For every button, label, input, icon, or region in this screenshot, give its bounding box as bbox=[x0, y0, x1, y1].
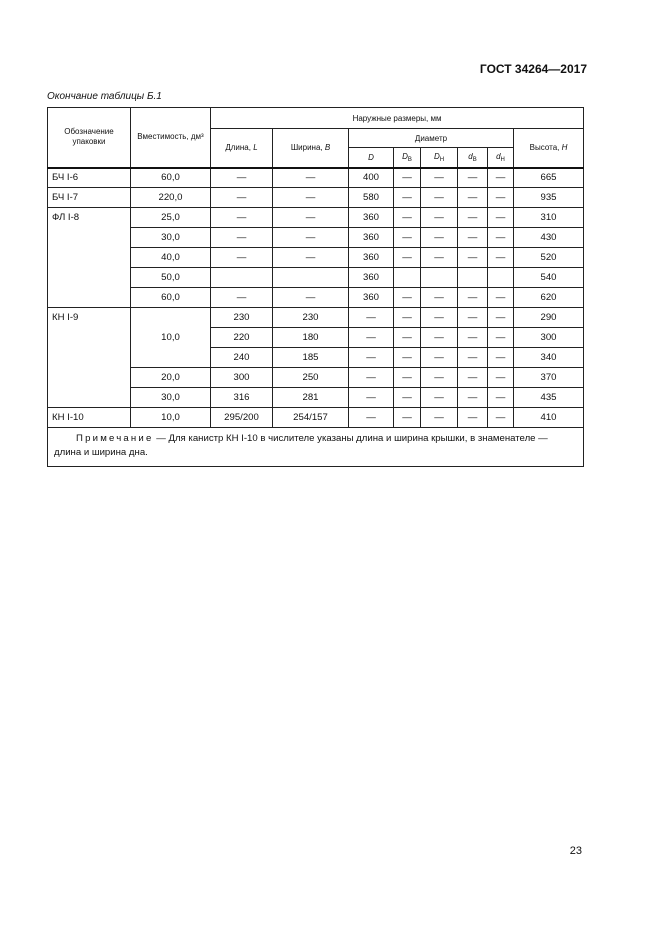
cell-height: 540 bbox=[514, 268, 584, 288]
cell-designation: ФЛ I-8 bbox=[48, 208, 131, 308]
cell-height: 520 bbox=[514, 248, 584, 268]
cell-small-d-n: — bbox=[488, 348, 514, 368]
cell-d-v: — bbox=[394, 408, 421, 428]
cell-d-v: — bbox=[394, 288, 421, 308]
cell-length: 316 bbox=[211, 388, 273, 408]
cell-width: 250 bbox=[273, 368, 349, 388]
table-note bbox=[48, 428, 584, 467]
cell-d-v: — bbox=[394, 328, 421, 348]
header-designation: Обозначение упаковки bbox=[48, 108, 131, 168]
cell-length: — bbox=[211, 288, 273, 308]
cell-length: — bbox=[211, 188, 273, 208]
dimensions-table bbox=[47, 107, 584, 467]
header-d-v: $D_В$ bbox=[394, 148, 421, 168]
table-row bbox=[48, 408, 584, 428]
cell-capacity: 30,0 bbox=[131, 228, 211, 248]
cell-height: 435 bbox=[514, 388, 584, 408]
cell-small-d-n: — bbox=[488, 208, 514, 228]
cell-width: 230 bbox=[273, 308, 349, 328]
cell-width: — bbox=[273, 188, 349, 208]
header-width: Ширина, B bbox=[273, 129, 349, 168]
cell-d-n: — bbox=[421, 248, 458, 268]
cell-length: — bbox=[211, 208, 273, 228]
cell-small-d-n: — bbox=[488, 388, 514, 408]
cell-d-v: — bbox=[394, 368, 421, 388]
cell-d-v: — bbox=[394, 248, 421, 268]
cell-width: — bbox=[273, 208, 349, 228]
cell-height: 300 bbox=[514, 328, 584, 348]
cell-d: 360 bbox=[349, 248, 394, 268]
page-number: 23 bbox=[569, 845, 582, 857]
cell-width: 185 bbox=[273, 348, 349, 368]
cell-width: — bbox=[273, 228, 349, 248]
header-diameter: Диаметр bbox=[349, 129, 514, 148]
cell-small-d-v: — bbox=[458, 328, 488, 348]
cell-small-d-v: — bbox=[458, 408, 488, 428]
cell-d-v: — bbox=[394, 388, 421, 408]
cell-capacity: 25,0 bbox=[131, 208, 211, 228]
cell-length: — bbox=[211, 228, 273, 248]
cell-length: 300 bbox=[211, 368, 273, 388]
cell-height: 290 bbox=[514, 308, 584, 328]
cell-small-d-v: — bbox=[458, 188, 488, 208]
cell-small-d-n: — bbox=[488, 188, 514, 208]
cell-d-n: — bbox=[421, 228, 458, 248]
cell-small-d-n: — bbox=[488, 328, 514, 348]
document-code: ГОСТ 34264—2017 bbox=[479, 62, 587, 76]
cell-designation: КН I-10 bbox=[48, 408, 131, 428]
table-row bbox=[48, 208, 584, 228]
cell-small-d-n: — bbox=[488, 168, 514, 188]
cell-d-v: — bbox=[394, 208, 421, 228]
cell-d-n: — bbox=[421, 308, 458, 328]
cell-d-n: — bbox=[421, 348, 458, 368]
cell-capacity: 60,0 bbox=[131, 288, 211, 308]
header-d: D bbox=[349, 148, 394, 168]
cell-height: 370 bbox=[514, 368, 584, 388]
table-row bbox=[48, 168, 584, 188]
cell-d: 580 bbox=[349, 188, 394, 208]
cell-d: 360 bbox=[349, 228, 394, 248]
cell-d: — bbox=[349, 368, 394, 388]
cell-length: — bbox=[211, 168, 273, 188]
cell-d-v: — bbox=[394, 188, 421, 208]
cell-d-n bbox=[421, 268, 458, 288]
cell-capacity: 20,0 bbox=[131, 368, 211, 388]
table-caption: Окончание таблицы Б.1 bbox=[47, 91, 162, 102]
cell-d: — bbox=[349, 328, 394, 348]
cell-d-v bbox=[394, 268, 421, 288]
cell-d-n: — bbox=[421, 188, 458, 208]
cell-small-d-n: — bbox=[488, 368, 514, 388]
cell-height: 340 bbox=[514, 348, 584, 368]
cell-designation: БЧ I-6 bbox=[48, 168, 131, 188]
cell-d: — bbox=[349, 308, 394, 328]
cell-capacity: 40,0 bbox=[131, 248, 211, 268]
cell-small-d-v: — bbox=[458, 228, 488, 248]
cell-height: 310 bbox=[514, 208, 584, 228]
header-height: Высота, H bbox=[514, 129, 584, 168]
cell-width: — bbox=[273, 168, 349, 188]
cell-small-d-n: — bbox=[488, 408, 514, 428]
cell-d-n: — bbox=[421, 288, 458, 308]
cell-small-d-v: — bbox=[458, 308, 488, 328]
cell-width: — bbox=[273, 288, 349, 308]
cell-width bbox=[273, 268, 349, 288]
table-row bbox=[48, 308, 584, 328]
cell-length bbox=[211, 268, 273, 288]
cell-d: — bbox=[349, 348, 394, 368]
cell-d: 360 bbox=[349, 208, 394, 228]
cell-small-d-n: — bbox=[488, 308, 514, 328]
cell-height: 620 bbox=[514, 288, 584, 308]
cell-width: — bbox=[273, 248, 349, 268]
header-small-d-n: $d_Н$ bbox=[488, 148, 514, 168]
cell-d: 360 bbox=[349, 268, 394, 288]
cell-capacity: 50,0 bbox=[131, 268, 211, 288]
cell-d-n: — bbox=[421, 368, 458, 388]
cell-small-d-v: — bbox=[458, 208, 488, 228]
header-capacity: Вместимость, дм³ bbox=[131, 108, 211, 168]
cell-width: 281 bbox=[273, 388, 349, 408]
cell-small-d-v: — bbox=[458, 388, 488, 408]
table-note-row bbox=[48, 428, 584, 467]
cell-small-d-v: — bbox=[458, 248, 488, 268]
note-label: Примечание bbox=[76, 433, 154, 444]
header-outer-sizes: Наружные размеры, мм bbox=[211, 108, 584, 129]
cell-d-v: — bbox=[394, 308, 421, 328]
cell-d-n: — bbox=[421, 388, 458, 408]
cell-width: 254/157 bbox=[273, 408, 349, 428]
cell-capacity: 10,0 bbox=[131, 308, 211, 368]
cell-d-v: — bbox=[394, 348, 421, 368]
cell-small-d-n bbox=[488, 268, 514, 288]
cell-length: 240 bbox=[211, 348, 273, 368]
cell-length: — bbox=[211, 248, 273, 268]
cell-small-d-v: — bbox=[458, 348, 488, 368]
cell-small-d-v bbox=[458, 268, 488, 288]
cell-d: 360 bbox=[349, 288, 394, 308]
cell-d-n: — bbox=[421, 408, 458, 428]
cell-capacity: 220,0 bbox=[131, 188, 211, 208]
cell-small-d-v: — bbox=[458, 288, 488, 308]
cell-height: 430 bbox=[514, 228, 584, 248]
header-small-d-v: $d_В$ bbox=[458, 148, 488, 168]
note-text: — Для канистр КН I-10 в числителе указаны длина и ширина крышки, в знаменателе — длина и ширина дна. bbox=[54, 433, 548, 458]
cell-length: 220 bbox=[211, 328, 273, 348]
cell-capacity: 30,0 bbox=[131, 388, 211, 408]
cell-small-d-n: — bbox=[488, 248, 514, 268]
cell-width: 180 bbox=[273, 328, 349, 348]
cell-length: 295/200 bbox=[211, 408, 273, 428]
cell-d-v: — bbox=[394, 168, 421, 188]
cell-designation: БЧ I-7 bbox=[48, 188, 131, 208]
cell-height: 410 bbox=[514, 408, 584, 428]
cell-d: — bbox=[349, 388, 394, 408]
cell-small-d-n: — bbox=[488, 228, 514, 248]
cell-d: 400 bbox=[349, 168, 394, 188]
cell-d-n: — bbox=[421, 208, 458, 228]
table-row bbox=[48, 188, 584, 208]
cell-capacity: 60,0 bbox=[131, 168, 211, 188]
cell-small-d-v: — bbox=[458, 168, 488, 188]
cell-length: 230 bbox=[211, 308, 273, 328]
cell-designation: КН I-9 bbox=[48, 308, 131, 408]
cell-height: 665 bbox=[514, 168, 584, 188]
cell-height: 935 bbox=[514, 188, 584, 208]
cell-d: — bbox=[349, 408, 394, 428]
cell-d-n: — bbox=[421, 328, 458, 348]
cell-d-n: — bbox=[421, 168, 458, 188]
cell-capacity: 10,0 bbox=[131, 408, 211, 428]
header-length: Длина, L bbox=[211, 129, 273, 168]
cell-d-v: — bbox=[394, 228, 421, 248]
cell-small-d-v: — bbox=[458, 368, 488, 388]
cell-small-d-n: — bbox=[488, 288, 514, 308]
header-d-n: $D_Н$ bbox=[421, 148, 458, 168]
